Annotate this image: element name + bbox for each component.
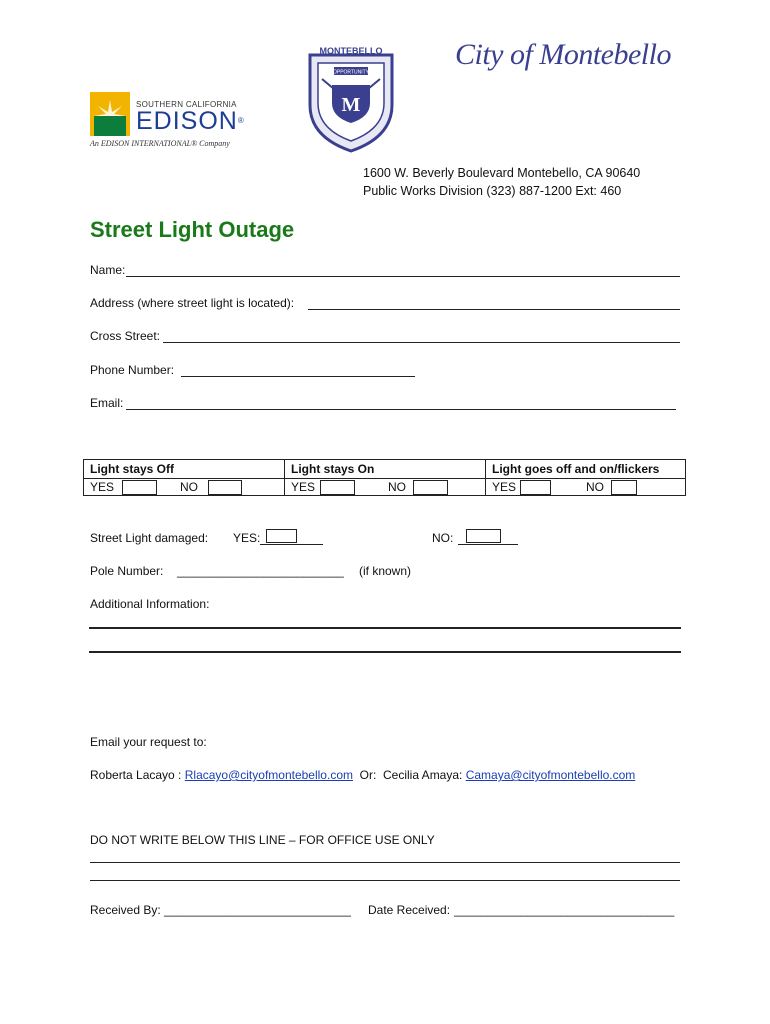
header-flicker: Light goes off and on/flickers: [492, 462, 660, 476]
light-off-no-label: NO: [180, 480, 198, 494]
office-divider-1: [90, 862, 680, 863]
additional-info-line-1[interactable]: [89, 627, 681, 629]
email-link-amaya[interactable]: Camaya@cityofmontebello.com: [465, 768, 636, 782]
email-link-lacayo[interactable]: Rlacayo@cityofmontebello.com: [184, 768, 353, 782]
address-field[interactable]: [308, 309, 680, 310]
flicker-yes-label: YES: [492, 480, 517, 494]
flicker-no-box[interactable]: [611, 480, 637, 495]
seal-banner: OPPORTUNITY: [332, 69, 370, 76]
edison-sun-icon: [90, 92, 130, 136]
seal-title: MONTEBELLO: [319, 46, 383, 56]
city-wordmark: City of Montebello: [455, 38, 671, 71]
flicker-no-label: NO: [586, 480, 604, 494]
contact-person-1: Roberta Lacayo :: [90, 768, 185, 782]
pole-label: Pole Number:: [90, 564, 164, 578]
damaged-yes-line: [260, 544, 323, 545]
address-block: [363, 164, 640, 200]
edison-tagline: An EDISON INTERNATIONAL® Company: [90, 139, 230, 148]
date-received-label: Date Received:: [368, 903, 451, 917]
light-on-no-box[interactable]: [413, 480, 448, 495]
received-by-field[interactable]: Received By: ____________________________: [90, 903, 351, 917]
cross-street-field[interactable]: [163, 342, 680, 343]
city-seal-icon: [306, 45, 396, 153]
column-flicker: [485, 460, 685, 495]
damaged-no-label: NO:: [432, 531, 454, 545]
edison-name: EDISON: [136, 107, 238, 135]
header-light-on: Light stays On: [291, 462, 375, 476]
outage-table: [83, 459, 686, 496]
office-divider-2: [90, 880, 680, 881]
damaged-yes-box[interactable]: [266, 529, 297, 543]
column-light-off: [84, 460, 284, 495]
date-received-field[interactable]: _________________________________: [454, 903, 675, 917]
name-field[interactable]: [126, 276, 680, 277]
damaged-no-line: [458, 544, 518, 545]
address-label: Address (where street light is located):: [90, 296, 295, 310]
email-label: Email:: [90, 396, 124, 410]
cross-street-label: Cross Street:: [90, 329, 161, 343]
contact-line: [90, 768, 635, 782]
damaged-label: Street Light damaged:: [90, 531, 209, 545]
light-off-yes-label: YES: [90, 480, 115, 494]
flicker-yes-box[interactable]: [520, 480, 551, 495]
header-light-off: Light stays Off: [90, 462, 175, 476]
form-title: Street Light Outage: [90, 217, 295, 242]
edison-small-text: SOUTHERN CALIFORNIA: [136, 100, 237, 109]
address-line-2: Public Works Division (323) 887-1200 Ext: 460: [363, 184, 622, 198]
pole-number-field[interactable]: _________________________: [177, 564, 344, 578]
additional-info-label: Additional Information:: [90, 597, 210, 611]
damaged-yes-label: YES:: [233, 531, 261, 545]
name-label: Name:: [90, 263, 126, 277]
email-request-text: Email your request to:: [90, 735, 207, 749]
light-on-no-label: NO: [388, 480, 406, 494]
pole-hint: (if known): [359, 564, 412, 578]
light-on-yes-box[interactable]: [320, 480, 355, 495]
edison-wordmark: [136, 108, 245, 134]
contact-separator: Or: Cecilia Amaya:: [353, 768, 466, 782]
seal-letter: M: [341, 94, 361, 116]
phone-label: Phone Number:: [90, 363, 175, 377]
address-line-1: 1600 W. Beverly Boulevard Montebello, CA 90640: [363, 166, 641, 180]
column-light-on: [284, 460, 485, 495]
office-use-notice: DO NOT WRITE BELOW THIS LINE – FOR OFFICE USE ONLY: [90, 833, 435, 847]
additional-info-line-2[interactable]: [89, 651, 681, 653]
email-field[interactable]: [126, 409, 676, 410]
edison-logo: [90, 92, 250, 154]
damaged-no-box[interactable]: [466, 529, 501, 543]
light-on-yes-label: YES: [291, 480, 316, 494]
edison-registered: ®: [237, 116, 245, 125]
light-off-yes-box[interactable]: [122, 480, 157, 495]
phone-field[interactable]: [181, 376, 415, 377]
light-off-no-box[interactable]: [208, 480, 242, 495]
